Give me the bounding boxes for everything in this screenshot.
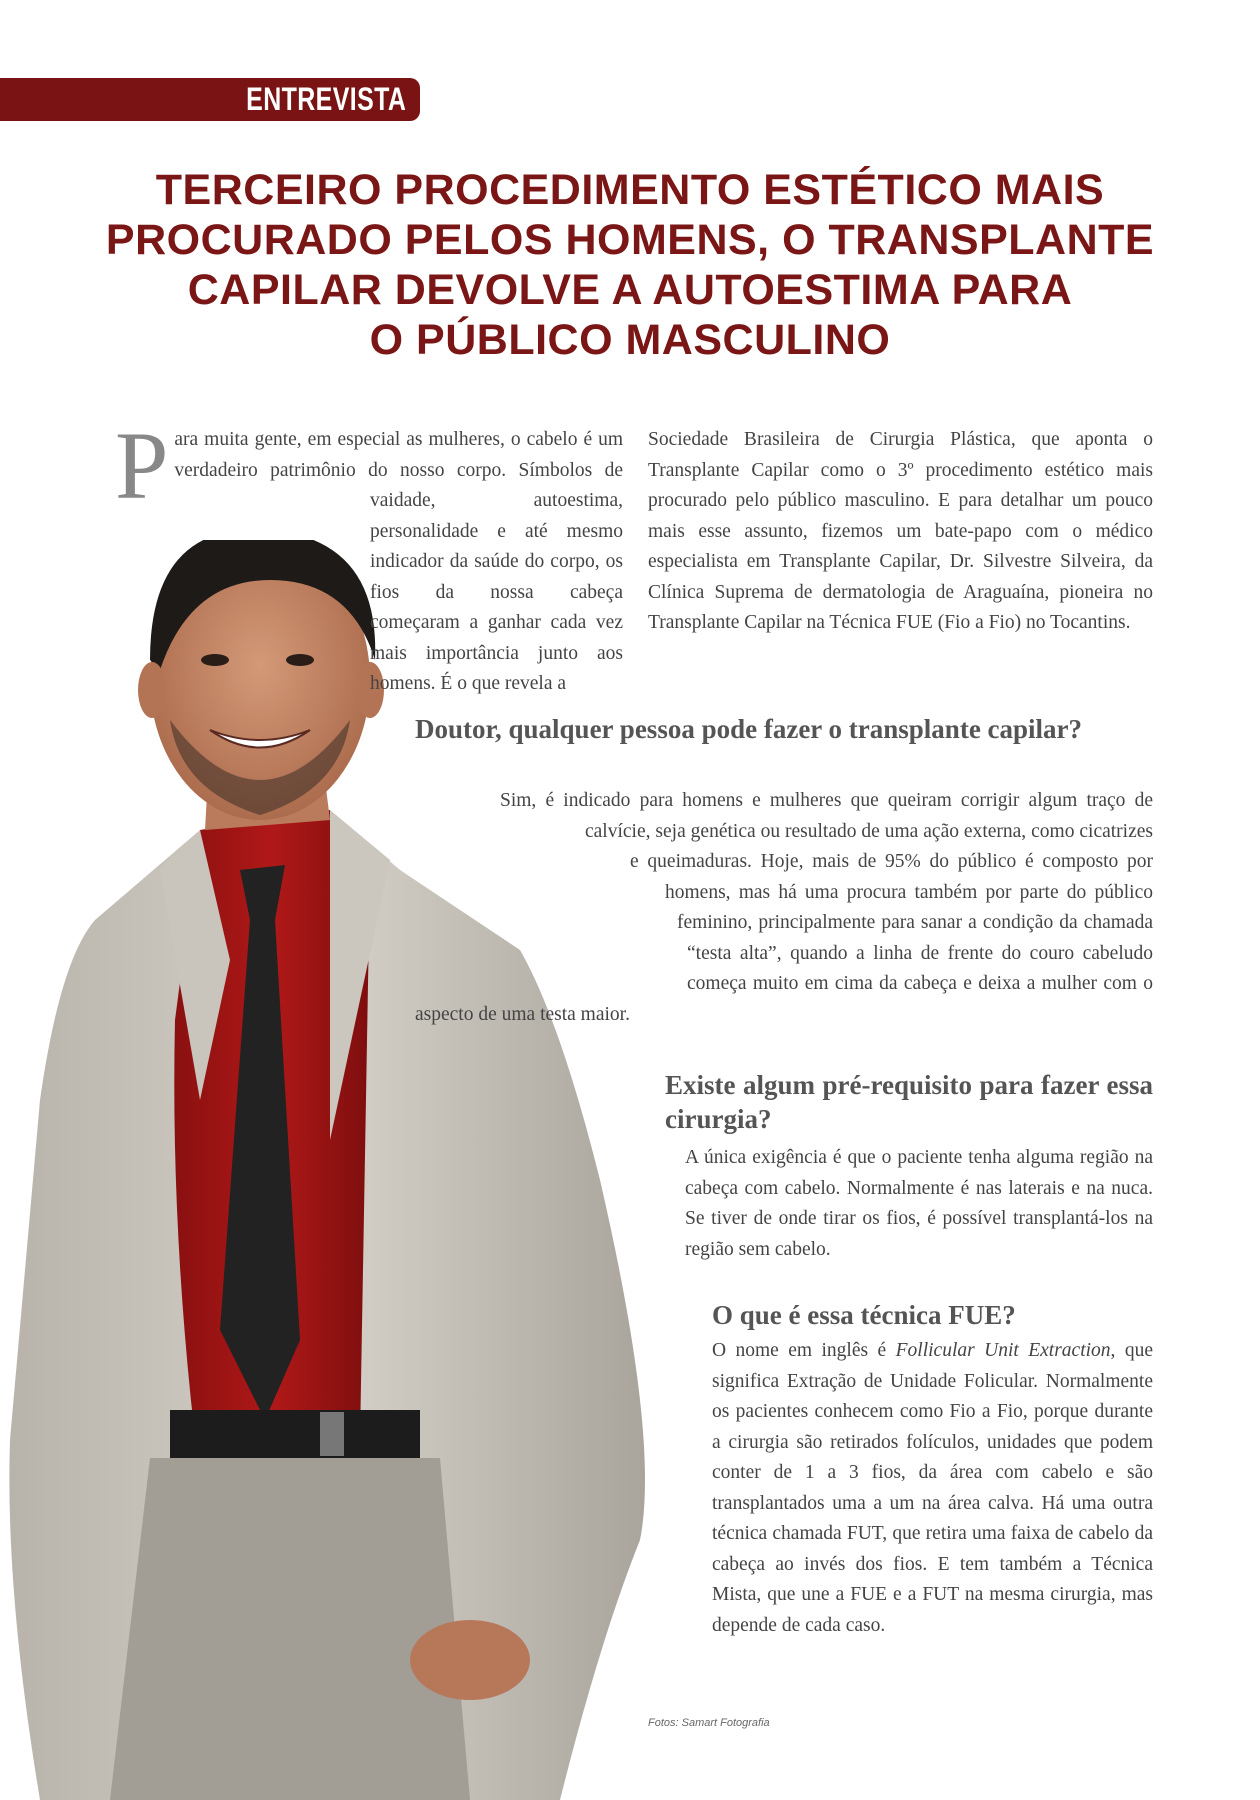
question-heading: Existe algum pré-requisito para fazer essa cirurgia? <box>665 1070 1153 1134</box>
headline-line: CAPILAR DEVOLVE A AUTOESTIMA PARA <box>187 266 1073 314</box>
intro-left-column <box>115 412 623 750</box>
answer-body: Sim, é indicado para homens e mulheres que queiram corrigir algum traço de calvície, seja genética ou resultado de uma ação externa, como cicatrizes e queimaduras. Hoje, mais de 95% do público é composto por homens, mas há uma procura também por parte do público feminino, principalmente para sanar a condição da chamada “testa alta”, quando a linha de frente do couro cabeludo começa muito em cima da cabeça e deixa a mulher com o aspecto de uma testa maior. <box>415 790 1153 1025</box>
answer-body-end: , que significa Extração de Unidade Folicular. Normalmente os pacientes conhecem como Fio a Fio, porque durante a cirurgia são retirados folículos, unidades que podem conter de 1 a 3 fios, da área com cabelo e são transplantados uma a um na área calva. Há uma outra técnica chamada FUT, que retira uma faixa de cabelo da cabeça ao invés dos fios. E tem também a Técnica Mista, que une a FUE e a FUT na mesma cirurgia, mas depende de cada caso. <box>712 1340 1154 1636</box>
text-wrap-spacer <box>415 816 500 846</box>
text-wrap-spacer <box>415 966 687 996</box>
intro-right-column: Sociedade Brasileira de Cirurgia Plástica, que aponta o Transplante Capilar como o 3º procedimento estético mais procurado pelo público masculino. E para detalhar um pouco mais esse assunto, fizemos um bate-papo com o médico especialista em Transplante Capilar, Dr. Silvestre Silveira, da Clínica Suprema de dermatologia de Araguaína, pioneira no Transplante Capilar na Técnica FUE (Fio a Fio) no Tocantins. <box>648 429 1153 633</box>
section-banner <box>0 78 420 121</box>
text-wrap-spacer <box>415 906 665 936</box>
text-wrap-spacer <box>115 600 370 750</box>
answer-text <box>712 1336 1153 1641</box>
section-label: ENTREVISTA <box>245 81 406 117</box>
headline-line: O PÚBLICO MASCULINO <box>369 316 891 364</box>
answer-text: A única exigência é que o paciente tenha alguma região na cabeça com cabelo. Normalmente é nas laterais e na nuca. Se tiver de onde tirar os fios, é possível transplantá-los na região sem cabelo. <box>685 1147 1153 1260</box>
headline-line: TERCEIRO PROCEDIMENTO ESTÉTICO MAIS <box>155 166 1105 214</box>
headline-line: PROCURADO PELOS HOMENS, O TRANSPLANTE <box>105 216 1155 264</box>
text-wrap-spacer <box>415 876 630 906</box>
text-wrap-spacer <box>415 936 677 966</box>
question-heading: O que é essa técnica FUE? <box>712 1300 1016 1330</box>
intro-left-text: ara muita gente, em especial as mulheres, o cabelo é um verdadeiro patrimônio do nosso corpo. Símbolos de vaidade, autoestima, personalidade e até mesmo indicador da saúde do corpo, os fios da nossa cabeça começaram a ganhar cada vez mais importância junto aos homens. É o que revela a <box>174 429 623 694</box>
question-heading: Doutor, qualquer pessoa pode fazer o transplante capilar? <box>415 714 1083 744</box>
answer-text <box>415 786 1153 1030</box>
answer-body-start: O nome em inglês é <box>712 1340 896 1361</box>
page-headline <box>60 165 1200 365</box>
text-wrap-spacer <box>415 846 585 876</box>
photo-credit: Fotos: Samart Fotografia <box>648 1717 770 1729</box>
answer-emphasis: Follicular Unit Extraction <box>895 1340 1111 1361</box>
drop-cap: P <box>115 412 169 519</box>
